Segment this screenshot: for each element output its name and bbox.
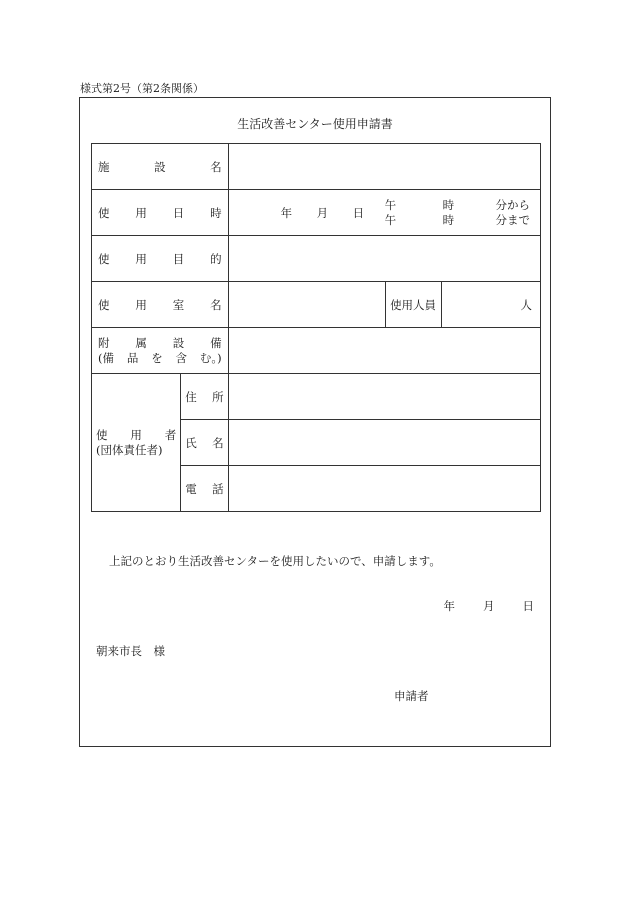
- purpose-field[interactable]: [228, 236, 540, 282]
- month-label: 月: [316, 206, 329, 220]
- user-address-row: [92, 374, 541, 420]
- phone-label: 電 話: [181, 466, 228, 512]
- facility-field[interactable]: [228, 144, 540, 190]
- user-sublabel: (団体責任者): [96, 442, 163, 457]
- hour-label-1: 時: [442, 198, 455, 212]
- datetime-row: [92, 190, 541, 236]
- name-field[interactable]: [228, 420, 540, 466]
- form-table: [91, 143, 541, 512]
- people-count-field[interactable]: [441, 282, 540, 328]
- noon-label-2: 午: [384, 213, 397, 227]
- minute-from-label: 分から: [495, 198, 530, 212]
- address-field[interactable]: [228, 374, 540, 420]
- application-form: [79, 97, 551, 747]
- address-label: 住 所: [181, 374, 228, 420]
- applicant-label: 申請者: [394, 689, 429, 703]
- equipment-label: 附 属 設 備 (備 品 を 含 む。): [92, 328, 229, 374]
- addressee: 朝来市長 様: [96, 644, 165, 658]
- facility-row: [92, 144, 541, 190]
- user-label: 使 用 者 (団体責任者): [92, 374, 181, 512]
- application-date[interactable]: [444, 598, 535, 614]
- facility-label: 施 設 名: [92, 144, 229, 190]
- application-statement: 上記のとおり生活改善センターを使用したいので、申請します。: [109, 554, 441, 568]
- datetime-field[interactable]: [228, 190, 540, 236]
- people-unit: 人: [520, 297, 532, 312]
- room-label: 使 用 室 名: [92, 282, 229, 328]
- minute-to-label: 分まで: [495, 213, 530, 227]
- datetime-label: 使 用 日 時: [92, 190, 229, 236]
- date-day: 日: [522, 599, 534, 613]
- phone-field[interactable]: [228, 466, 540, 512]
- year-label: 年: [280, 206, 293, 220]
- room-field[interactable]: [228, 282, 385, 328]
- day-label: 日: [352, 206, 365, 220]
- name-label: 氏 名: [181, 420, 228, 466]
- form-reference: 様式第2号（第2条関係）: [80, 82, 204, 95]
- equipment-field[interactable]: [228, 328, 540, 374]
- room-row: [92, 282, 541, 328]
- date-month: 月: [483, 599, 495, 613]
- people-count-label: 使用人員: [385, 282, 441, 328]
- noon-label-1: 午: [384, 198, 397, 212]
- purpose-row: [92, 236, 541, 282]
- hour-label-2: 時: [442, 213, 455, 227]
- date-year: 年: [443, 599, 455, 613]
- form-title: 生活改善センター使用申請書: [237, 117, 393, 131]
- equipment-row: [92, 328, 541, 374]
- purpose-label: 使 用 目 的: [92, 236, 229, 282]
